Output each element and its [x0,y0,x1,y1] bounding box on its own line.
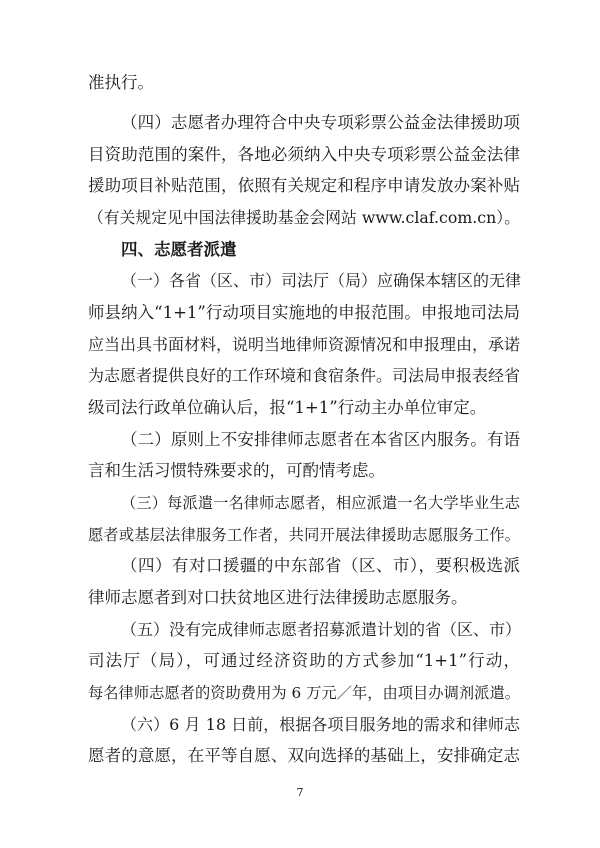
text-line: 为志愿者提供良好的工作环境和食宿条件。司法局申报表经省 [88,366,521,385]
text-line: （五）没有完成律师志愿者招募派遣计划的省（区、市） [121,620,522,639]
text-line: 目资助范围的案件，各地必须纳入中央专项彩票公益金法律 [88,145,520,164]
text-line: 每名律师志愿者的资助费用为 6 万元／年，由项目办调剂派遣。 [88,684,520,702]
text-line: 应当出具书面材料，说明当地律师资源情况和申报理由，承诺 [88,335,521,354]
text-line: 言和生活习惯特殊要求的，可酌情考虑。 [88,461,385,480]
text-line: （一）各省（区、市）司法厅（局）应确保本辖区的无律 [121,271,522,290]
text-line: 师县纳入“1+1”行动项目实施地的申报范围。申报地司法局 [88,303,520,322]
text-line: 司法厅（局），可通过经济资助的方式参加“1+1”行动， [88,651,520,670]
text-line: （二）原则上不安排律师志愿者在本省区内服务。有语 [121,430,520,449]
text-line: 准执行。 [88,73,154,92]
text-line: （六）6 月 18 日前，根据各项目服务地的需求和律师志 [121,715,520,734]
text-line: （三）每派遣一名律师志愿者，相应派遣一名大学毕业生志 [121,494,520,512]
page-number: 7 [296,786,304,799]
section-heading: 四、志愿者派遣 [121,240,237,259]
text-line: （四）志愿者办理符合中央专项彩票公益金法律援助项 [121,113,520,132]
text-line: 律师志愿者到对口扶贫地区进行法律援助志愿服务。 [88,588,468,607]
text-line: 级司法行政单位确认后，报“1+1”行动主办单位审定。 [88,398,487,417]
text-line: （有关规定见中国法律援助基金会网站 www.claf.com.cn）。 [88,208,520,227]
text-line: 愿者或基层法律服务工作者，共同开展法律援助志愿服务工作。 [88,526,520,544]
text-line: 愿者的意愿，在平等自愿、双向选择的基础上，安排确定志 [88,746,520,765]
text-line: 援助项目补贴范围，依照有关规定和程序申请发放办案补贴 [88,176,520,195]
text-line: （四）有对口援疆的中东部省（区、市），要积极选派 [121,556,520,575]
